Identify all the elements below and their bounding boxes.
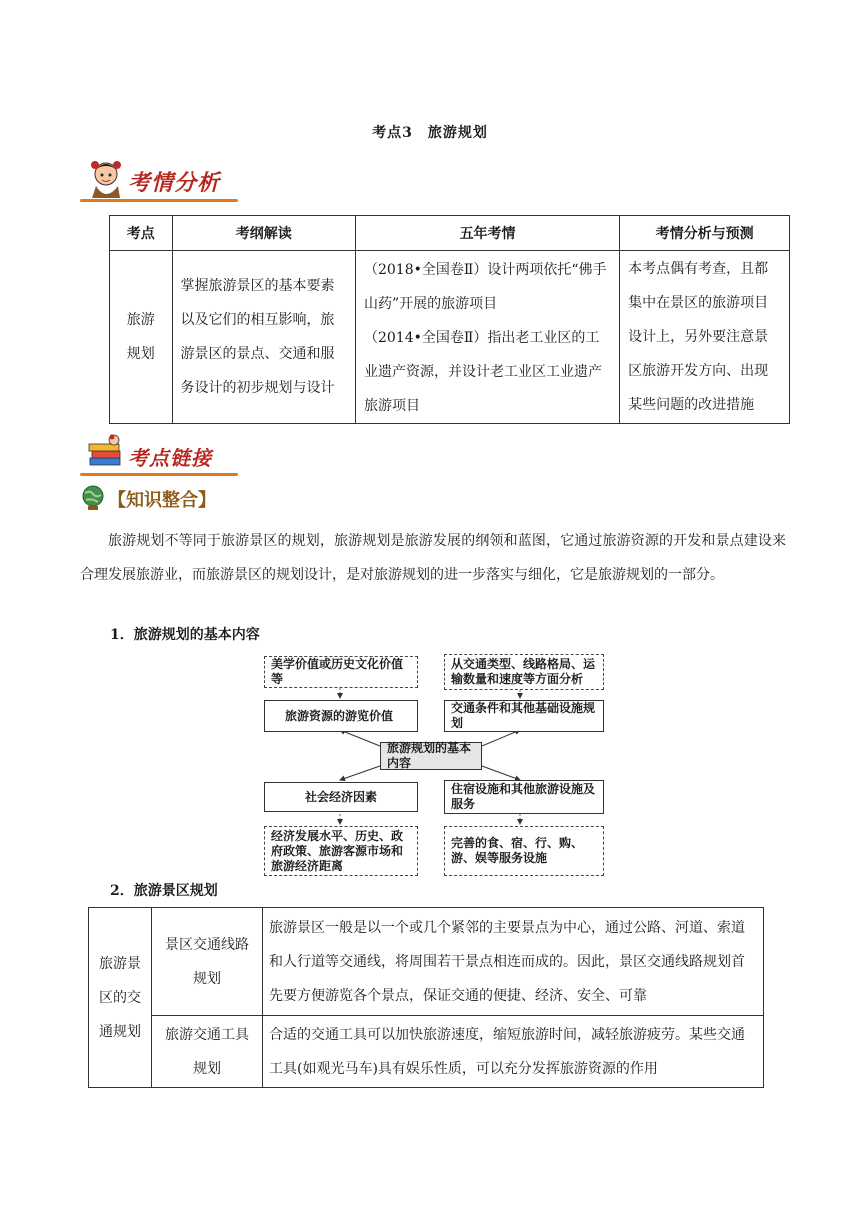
- table-row: [110, 251, 790, 424]
- knowledge-heading-text: 【知识整合】: [108, 490, 216, 511]
- exam-2014: （2014•全国卷Ⅱ）指出老工业区的工业遗产资源，并设计老工业区工业遗产旅游项目: [363, 330, 602, 414]
- table-header-row: [110, 216, 790, 251]
- category-cell: 旅游景区的交通规划: [89, 908, 152, 1088]
- bl-main-box: 社会经济因素: [264, 782, 418, 812]
- header-cell: 考情分析与预测: [620, 216, 790, 251]
- cartoon-girl-icon: [86, 158, 126, 200]
- tl-detail-box: 美学价值或历史文化价值等: [264, 656, 418, 688]
- exam-analysis-table: [109, 215, 790, 424]
- planning-diagram: [256, 650, 606, 878]
- analysis-banner: [80, 158, 238, 202]
- header-cell: 考点: [110, 216, 173, 251]
- intro-paragraph: 旅游规划不等同于旅游景区的规划，旅游规划是旅游发展的纲领和蓝图，它通过旅游资源的开发和景点建设来合理发展旅游业，而旅游景区的规划设计，是对旅游规划的进一步落实与细化，它是旅游规划的一部分。: [80, 533, 786, 583]
- bl-detail-box: 经济发展水平、历史、政府政策、旅游客源市场和旅游经济距离: [264, 826, 418, 876]
- scenic-planning-table: [88, 907, 764, 1088]
- section2-title: 2．旅游景区规划: [110, 883, 218, 899]
- exam-2018: （2018•全国卷Ⅱ）设计两项依托“佛手山药”开展的旅游项目: [363, 262, 607, 312]
- tr-detail-box: 从交通类型、线路格局、运输数量和速度等方面分析: [444, 654, 604, 690]
- tl-main-box: 旅游资源的游览价值: [264, 700, 418, 732]
- analysis-banner-text: 考情分析: [128, 171, 221, 196]
- forecast-cell: 本考点偶有考查，且都集中在景区的旅游项目设计上，另外要注意景区旅游开发方向、出现某些问题的改进措施: [620, 251, 790, 424]
- table-row: [89, 1016, 764, 1088]
- br-detail-box: 完善的食、宿、行、购、游、娱等服务设施: [444, 826, 604, 876]
- banner-underline: [80, 473, 238, 476]
- section1-title: 1．旅游规划的基本内容: [110, 627, 260, 643]
- row-desc-cell: 旅游景区一般是以一个或几个紧邻的主要景点为中心，通过公路、河道、索道和人行道等交通线，将周围若干景点相连而成的。因此，景区交通线路规划首先要方便游览各个景点，保证交通的便捷、经济、安全、可靠: [263, 908, 764, 1016]
- links-banner: [80, 432, 238, 476]
- page-title: 考点3 旅游规划: [372, 125, 488, 141]
- banner-underline: [80, 199, 238, 202]
- topic-cell: 旅游规划: [110, 251, 173, 424]
- header-cell: 五年考情: [355, 216, 619, 251]
- row-desc-cell: 合适的交通工具可以加快旅游速度，缩短旅游时间，减轻旅游疲劳。某些交通工具(如观光马车)具有娱乐性质，可以充分发挥旅游资源的作用: [263, 1016, 764, 1088]
- table-row: [89, 908, 764, 1016]
- row-name-cell: 景区交通线路规划: [152, 908, 263, 1016]
- br-main-box: 住宿设施和其他旅游设施及服务: [444, 780, 604, 814]
- exam-history-cell: [355, 251, 619, 424]
- books-icon: [86, 434, 126, 472]
- center-box: 旅游规划的基本内容: [380, 742, 482, 770]
- outline-cell: 掌握旅游景区的基本要素以及它们的相互影响，旅游景区的景点、交通和服务设计的初步规划与设计: [172, 251, 355, 424]
- knowledge-heading: [80, 484, 320, 516]
- header-cell: 考纲解读: [172, 216, 355, 251]
- links-banner-text: 考点链接: [128, 446, 212, 470]
- tr-main-box: 交通条件和其他基础设施规划: [444, 700, 604, 732]
- row-name-cell: 旅游交通工具规划: [152, 1016, 263, 1088]
- globe-icon: [80, 484, 106, 512]
